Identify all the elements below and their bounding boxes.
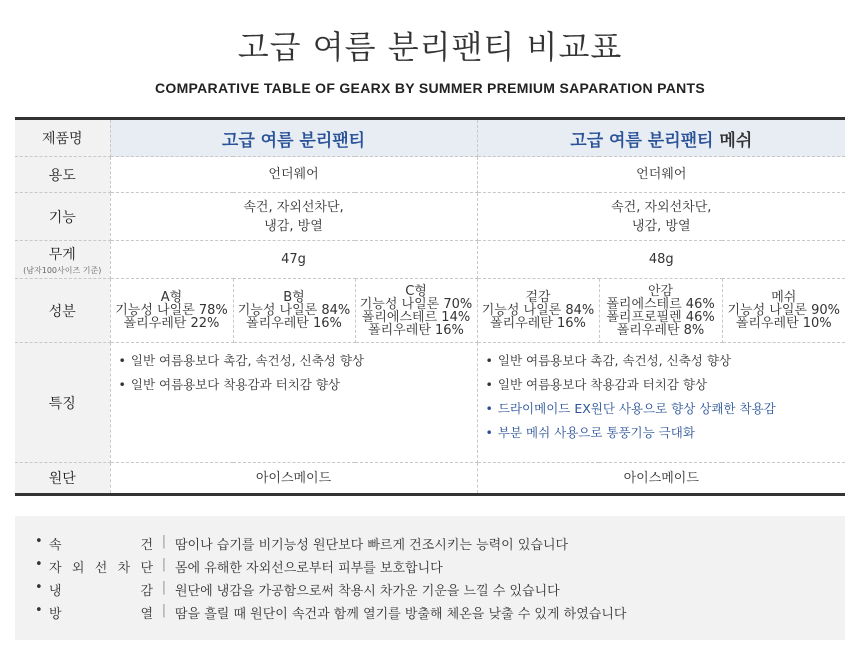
product2-name: 고급 여름 분리팬티 메쉬 [477,119,845,157]
note-row: • 속 건 | 땀이나 습기를 비기능성 원단보다 빠르게 건조시키는 능력이 있습니다 [35,534,569,553]
composition-cell: C형 기능성 나일론 70% 폴리에스테르 14% 폴리우레탄 16% [355,279,477,343]
row-label: 제품명 [15,119,110,157]
row-label: 기능 [15,193,110,241]
note-desc: 땀이나 습기를 비기능성 원단보다 빠르게 건조시키는 능력이 있습니다 [175,538,569,553]
composition-cell: A형 기능성 나일론 78% 폴리우레탄 22% [110,279,233,343]
row-function [15,193,845,241]
row-label: 원단 [15,463,110,495]
note-desc: 땀을 흘릴 때 원단이 속건과 함께 열기를 방출해 체온을 낮출 수 있게 하였습니다 [175,607,627,622]
row-product-name [15,119,845,157]
page-subtitle: COMPARATIVE TABLE OF GEARX BY SUMMER PREMIUM SAPARATION PANTS [154,80,706,96]
composition-cell: 겉감 기능성 나일론 84% 폴리우레탄 16% [477,279,599,343]
list-item: • 일반 여름용보다 착용감과 터치감 향상 [485,377,707,392]
product2-fabric: 아이스메이드 [477,463,845,495]
list-item: • 일반 여름용보다 촉감, 속건성, 신축성 향상 [485,353,731,368]
product2-usage: 언더웨어 [477,157,845,193]
composition-cell: B형 기능성 나일론 84% 폴리우레탄 16% [233,279,355,343]
product1-weight: 47g [110,241,477,279]
feature-notes-box [15,516,845,640]
note-row: • 방 열 | 땀을 흘릴 때 원단이 속건과 함께 열기를 방출해 체온을 낮출 수 있게 하였습니다 [35,603,627,622]
page-title: 고급 여름 분리팬티 비교표 [237,28,623,66]
product1-usage: 언더웨어 [110,157,477,193]
row-label: 특징 [15,343,110,463]
note-term: 자 외 선 차 단 [49,561,153,576]
note-desc: 원단에 냉감을 가공함으로써 착용시 차가운 기운을 느낄 수 있습니다 [175,584,560,599]
note-term: 냉 감 [49,584,153,599]
row-label: 무게 (남자100사이즈 기준) [15,241,110,279]
comparison-table [15,117,845,496]
note-term: 방 열 [49,607,153,622]
row-composition [15,279,845,343]
product2-weight: 48g [477,241,845,279]
product1-features [110,343,477,463]
list-item-highlight: • 드라이메이드 EX원단 사용으로 향상 상쾌한 착용감 [485,401,776,416]
row-weight [15,241,845,279]
note-row: • 자 외 선 차 단 | 몸에 유해한 자외선으로부터 피부를 보호합니다 [35,557,443,576]
list-item: • 일반 여름용보다 착용감과 터치감 향상 [118,377,340,392]
list-item: • 일반 여름용보다 촉감, 속건성, 신축성 향상 [118,353,364,368]
product2-function: 속건, 자외선차단, 냉감, 방열 [477,193,845,241]
row-usage [15,157,845,193]
product2-features [477,343,845,463]
note-desc: 몸에 유해한 자외선으로부터 피부를 보호합니다 [175,561,443,576]
row-label: 성분 [15,279,110,343]
composition-cell: 안감 폴리에스테르 46% 폴리프로필렌 46% 폴리우레탄 8% [599,279,722,343]
product1-function: 속건, 자외선차단, 냉감, 방열 [110,193,477,241]
note-row: • 냉 감 | 원단에 냉감을 가공함으로써 착용시 차가운 기운을 느낄 수 있습니다 [35,580,560,599]
list-item-highlight: • 부분 메쉬 사용으로 통풍기능 극대화 [485,425,695,440]
product1-name: 고급 여름 분리팬티 [110,119,477,157]
composition-cell: 메쉬 기능성 나일론 90% 폴리우레탄 10% [722,279,845,343]
row-fabric [15,463,845,495]
note-term: 속 건 [49,538,153,553]
product1-fabric: 아이스메이드 [110,463,477,495]
weight-note: (남자100사이즈 기준) [23,265,102,275]
row-label: 용도 [15,157,110,193]
row-features [15,343,845,463]
